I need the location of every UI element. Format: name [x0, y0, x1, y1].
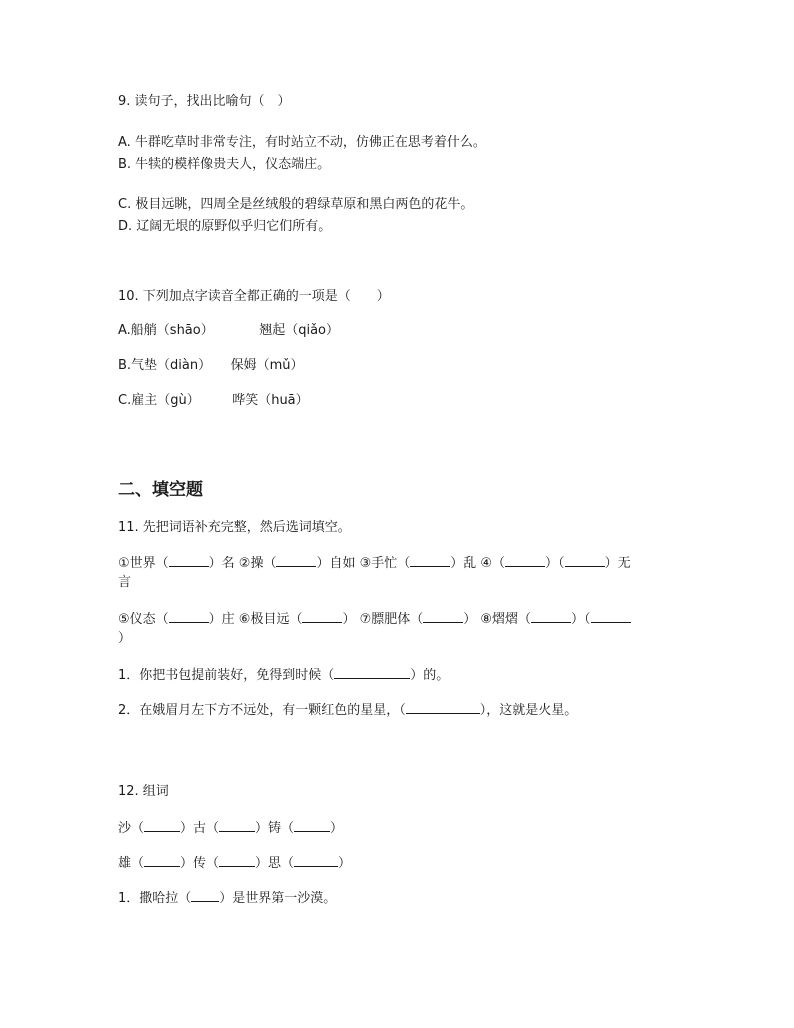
fill-blank[interactable]	[144, 853, 180, 867]
q12-row2-text: 雄（	[118, 856, 145, 871]
q11-row-2	[118, 609, 631, 628]
q12-row1-text: ）铸（	[255, 821, 295, 836]
sentence-text: 1．你把书包提前装好，免得到时候（	[118, 668, 335, 683]
q9-option-c: C. 极目远眺，四周全是丝绒般的碧绿草原和黑白两色的花牛。	[118, 197, 474, 212]
q11-sentence-2	[118, 700, 577, 719]
fill-blank[interactable]	[144, 818, 180, 832]
q12-row1-text: ）	[330, 821, 344, 836]
q12-row2-text: ）	[338, 856, 352, 871]
q9-title: 9. 读句子，找出比喻句（ ）	[118, 94, 291, 109]
q11-row1-text: ）名 ②操（	[208, 556, 277, 571]
fill-blank[interactable]	[334, 665, 410, 679]
fill-blank[interactable]	[191, 888, 219, 902]
q11-row1-text: ①世界（	[118, 556, 169, 571]
q11-row-1-continued: 言	[118, 575, 132, 590]
q10-title: 10. 下列加点字读音全都正确的一项是（ ）	[118, 289, 390, 304]
q11-row-2-continued: ）	[118, 631, 132, 646]
fill-blank[interactable]	[410, 553, 450, 567]
fill-blank[interactable]	[219, 818, 255, 832]
fill-blank[interactable]	[294, 818, 330, 832]
q11-sentence-1	[118, 665, 449, 684]
q9-option-a: A. 牛群吃草时非常专注，有时站立不动，仿佛正在思考着什么。	[118, 135, 486, 150]
q11-row2-text: ）（	[571, 612, 591, 627]
q9-option-b: B. 牛犊的模样像贵夫人，仪态端庄。	[118, 157, 331, 172]
sentence-text: ）是世界第一沙漠。	[219, 891, 337, 906]
q12-row-2	[118, 853, 351, 872]
q12-row1-text: 沙（	[118, 821, 145, 836]
q11-row1-text: ）乱 ④（	[450, 556, 506, 571]
fill-blank[interactable]	[169, 609, 209, 623]
q12-row1-text: ）古（	[180, 821, 220, 836]
q10-option-c: C.雇主（gù） 哗笑（huā）	[118, 393, 309, 408]
q10-option-b: B.气垫（diàn） 保姆（mǔ）	[118, 358, 304, 373]
fill-blank[interactable]	[406, 700, 480, 714]
q10-option-a: A.船艄（shāo） 翘起（qiǎo）	[118, 323, 340, 338]
q12-title: 12. 组词	[118, 784, 169, 799]
fill-blank[interactable]	[531, 609, 571, 623]
fill-blank[interactable]	[565, 553, 605, 567]
q12-row2-text: ）思（	[255, 856, 295, 871]
fill-blank[interactable]	[423, 609, 463, 623]
q9-option-d: D. 辽阔无垠的原野似乎归它们所有。	[118, 219, 332, 234]
q11-row1-text: ）无	[604, 556, 631, 571]
q12-sentence-1	[118, 888, 336, 907]
q11-row2-text: ⑤仪态（	[118, 612, 169, 627]
q11-row2-text: ） ⑧熠熠（	[463, 612, 532, 627]
q11-row-1	[118, 553, 631, 572]
fill-blank[interactable]	[276, 553, 316, 567]
fill-blank[interactable]	[505, 553, 545, 567]
sentence-text: ）的。	[410, 668, 450, 683]
section-heading: 二、填空题	[118, 480, 203, 500]
fill-blank[interactable]	[169, 553, 209, 567]
q11-row2-text: ） ⑦膘肥体（	[342, 612, 424, 627]
fill-blank[interactable]	[219, 853, 255, 867]
q11-row2-text: ）庄 ⑥极目远（	[208, 612, 303, 627]
q12-row-1	[118, 818, 343, 837]
q11-row1-text: ）自如 ③手忙（	[316, 556, 411, 571]
sentence-text: 2．在娥眉月左下方不远处，有一颗红色的星星，（	[118, 703, 406, 718]
fill-blank[interactable]	[591, 609, 631, 623]
fill-blank[interactable]	[294, 853, 338, 867]
q11-row1-text: ）（	[545, 556, 565, 571]
fill-blank[interactable]	[302, 609, 342, 623]
sentence-text: ），这就是火星。	[479, 703, 578, 718]
q12-row2-text: ）传（	[180, 856, 220, 871]
sentence-text: 1．撒哈拉（	[118, 891, 192, 906]
q11-title: 11. 先把词语补充完整，然后选词填空。	[118, 520, 351, 535]
